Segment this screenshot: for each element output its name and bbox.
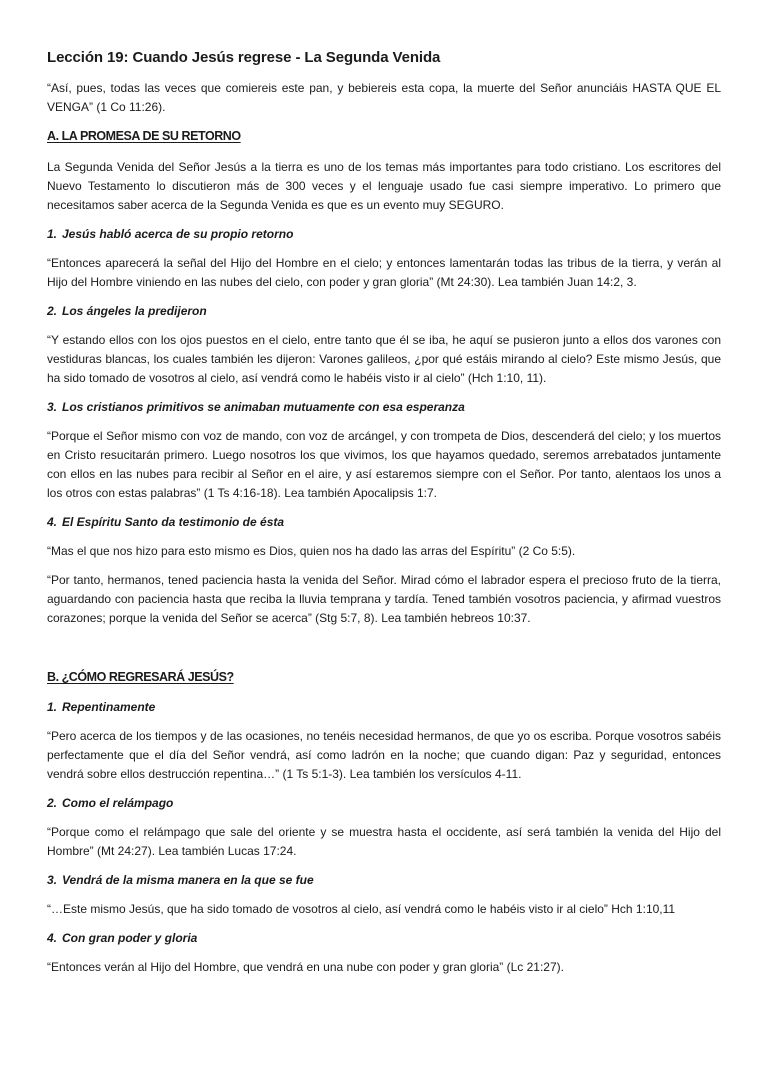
- item-heading-b3: [47, 871, 721, 890]
- item-paragraph: “Pero acerca de los tiempos y de las ocasiones, no tenéis necesidad hermanos, de que yo os escriba. Porque vosotros sabéis perfectamente que el día del Señor vendrá, así como ladrón en la noche; que cuando digan: Paz y seguridad, entonces vendrá sobre ellos destrucción repentina…” (1 Ts 5:1-3). Lea también los versículos 4-11.: [47, 729, 721, 781]
- item-label: Los ángeles la predijeron: [62, 304, 207, 318]
- item-label: Jesús habló acerca de su propio retorno: [62, 227, 294, 241]
- item-heading-b2: [47, 794, 721, 813]
- item-paragraph: “Mas el que nos hizo para esto mismo es Dios, quien nos ha dado las arras del Espíritu” (2 Co 5:5).: [47, 544, 576, 558]
- item-number: 4.: [47, 515, 58, 529]
- item-paragraph: “…Este mismo Jesús, que ha sido tomado de vosotros al cielo, así vendrá como le habéis visto ir al cielo” Hch 1:10,11: [47, 902, 676, 916]
- item-paragraph: “Entonces verán al Hijo del Hombre, que vendrá en una nube con poder y gran gloria” (Lc 21:27).: [47, 960, 564, 974]
- section-heading-b: B. ¿CÓMO REGRESARÁ JESÚS?: [47, 670, 234, 684]
- item-heading-a1: [47, 225, 721, 244]
- item-heading-a2: [47, 302, 721, 321]
- item-paragraph: “Y estando ellos con los ojos puestos en el cielo, entre tanto que él se iba, he aquí se pusieron junto a ellos dos varones con vestiduras blancas, los cuales también les dijeron: Varones galileos, ¿por qué estáis mirando al cielo? Este mismo Jesús, que ha sido tomado de vosotros al cielo, así vendrá como le habéis visto ir al cielo” (Hch 1:10, 11).: [47, 333, 721, 385]
- item-number: 2.: [47, 796, 58, 810]
- item-label: Con gran poder y gloria: [62, 931, 198, 945]
- item-number: 1.: [47, 700, 58, 714]
- item-number: 3.: [47, 400, 58, 414]
- item-paragraph: “Porque como el relámpago que sale del oriente y se muestra hasta el occidente, así será también la venida del Hijo del Hombre” (Mt 24:27). Lea también Lucas 17:24.: [47, 825, 721, 858]
- section-heading-a: A. LA PROMESA DE SU RETORNO: [47, 129, 241, 143]
- item-label: Como el relámpago: [62, 796, 174, 810]
- item-number: 4.: [47, 931, 58, 945]
- item-heading-a4: [47, 513, 721, 532]
- item-number: 3.: [47, 873, 58, 887]
- section-a: [47, 127, 721, 628]
- item-paragraph: “Por tanto, hermanos, tened paciencia hasta la venida del Señor. Mirad cómo el labrador espera el precioso fruto de la tierra, aguardando con paciencia hasta que reciba la lluvia temprana y tardía. Tened también vosotros paciencia, y afirmad vuestros corazones; porque la venida del Señor se acerca” (Stg 5:7, 8). Lea también hebreos 10:37.: [47, 573, 721, 625]
- item-paragraph: “Porque el Señor mismo con voz de mando, con voz de arcángel, y con trompeta de Dios, descenderá del cielo; y los muertos en Cristo resucitarán primero. Luego nosotros los que vivimos, los que hayamos quedado, seremos arrebatados juntamente con ellos en las nubes para recibir al Señor en el aire, y así estaremos siempre con el Señor. Por tanto, alentaos los unos a los otros con estas palabras” (1 Ts 4:16-18). Lea también Apocalipsis 1:7.: [47, 429, 721, 500]
- document-title: Lección 19: Cuando Jesús regrese - La Segunda Venida: [47, 49, 441, 66]
- epigraph: “Así, pues, todas las veces que comiereis este pan, y bebiereis esta copa, la muerte del Señor anunciáis HASTA QUE EL VENGA” (1 Co 11:26).: [47, 81, 721, 114]
- item-number: 1.: [47, 227, 58, 241]
- item-label: Vendrá de la misma manera en la que se fue: [62, 873, 314, 887]
- section-a-intro: La Segunda Venida del Señor Jesús a la tierra es uno de los temas más importantes para todo cristiano. Los escritores del Nuevo Testamento lo discutieron más de 300 veces y el lenguaje usado fue casi siempre imperativo. Lo primero que necesitamos saber acerca de la Segunda Venida es que es un evento muy SEGURO.: [47, 160, 721, 212]
- item-heading-a3: [47, 398, 721, 417]
- item-heading-b1: [47, 698, 721, 717]
- item-label: Repentinamente: [62, 700, 156, 714]
- item-label: Los cristianos primitivos se animaban mutuamente con esa esperanza: [62, 400, 465, 414]
- item-paragraph: “Entonces aparecerá la señal del Hijo del Hombre en el cielo; y entonces lamentarán todas las tribus de la tierra, y verán al Hijo del Hombre viniendo en las nubes del cielo, con poder y gran gloria” (Mt 24:30). Lea también Juan 14:2, 3.: [47, 256, 721, 289]
- item-number: 2.: [47, 304, 58, 318]
- item-heading-b4: [47, 929, 721, 948]
- section-b: [47, 668, 721, 977]
- item-label: El Espíritu Santo da testimonio de ésta: [62, 515, 285, 529]
